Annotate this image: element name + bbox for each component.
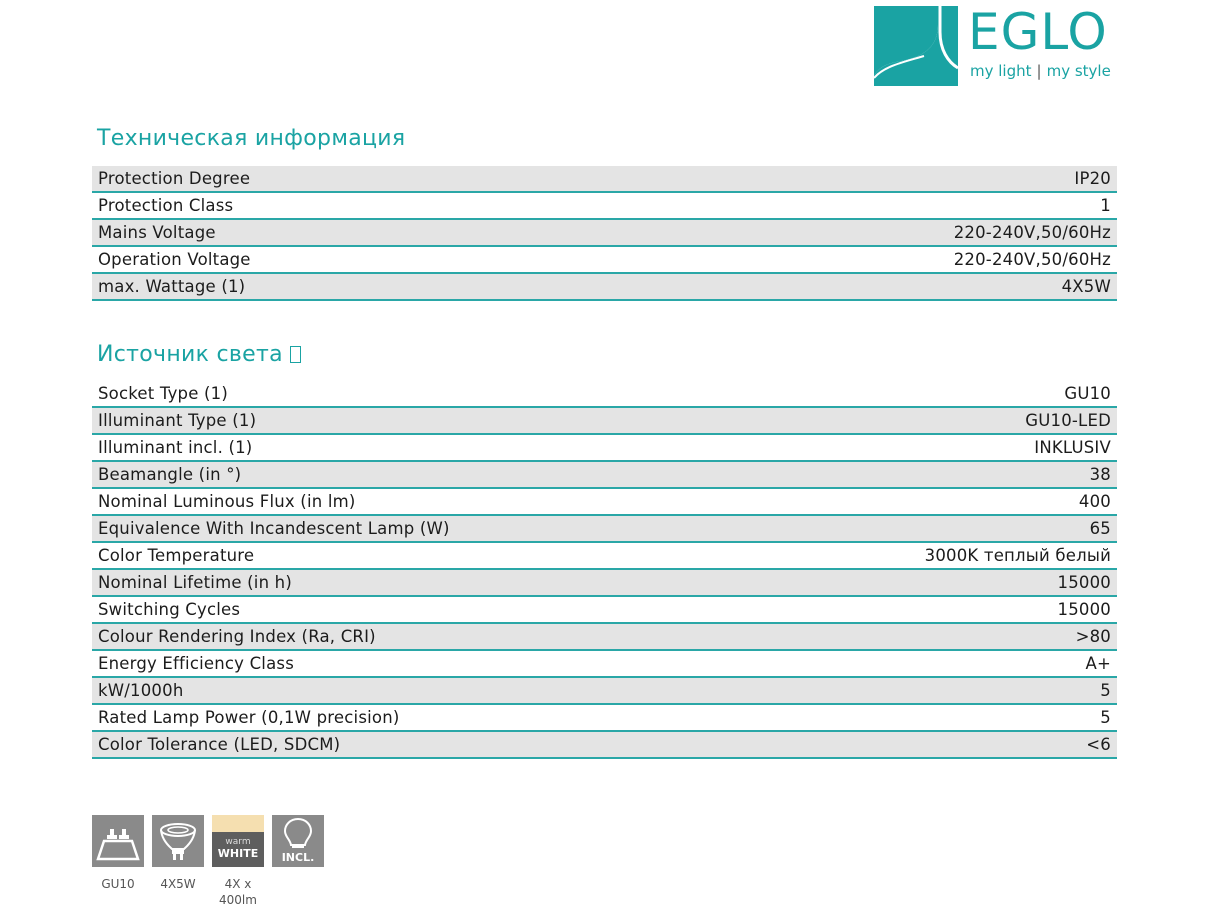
table-row [92,651,1117,678]
row-value: 220-240V,50/60Hz [953,250,1111,269]
feature-gu10 [92,815,144,892]
row-label: Socket Type (1) [98,384,228,403]
eglo-mark-icon [874,6,958,86]
row-value: 1 [1100,196,1111,215]
table-row [92,516,1117,543]
warm-label: warm [225,837,251,847]
row-value: 400 [1078,492,1111,511]
table-row [92,408,1117,435]
warm-color-swatch [212,815,264,832]
white-label: WHITE [217,847,259,860]
table-row [92,274,1117,301]
table-row [92,705,1117,732]
table-row [92,732,1117,759]
row-value: 15000 [1057,600,1111,619]
row-label: Equivalence With Incandescent Lamp (W) [98,519,450,538]
section-title-text: Источник света [97,342,283,367]
row-value: 5 [1100,708,1111,727]
tagline-part2: my style [1046,62,1111,80]
row-label: Energy Efficiency Class [98,654,294,673]
row-label: Color Tolerance (LED, SDCM) [98,735,341,754]
row-label: Rated Lamp Power (0,1W precision) [98,708,400,727]
row-value: GU10 [1064,384,1111,403]
row-value: >80 [1075,627,1111,646]
row-value: GU10-LED [1025,411,1111,430]
row-label: Illuminant Type (1) [98,411,257,430]
row-value: A+ [1085,654,1111,673]
table-row [92,570,1117,597]
row-value: INKLUSIV [1034,438,1111,457]
row-value: IP20 [1074,169,1111,188]
feature-warm-white [212,815,264,908]
row-label: Nominal Luminous Flux (in lm) [98,492,356,511]
bulb-included-icon [272,815,324,867]
reflector-lamp-icon [152,815,204,867]
icon-caption: 4X5W [160,877,196,891]
row-label: kW/1000h [98,681,184,700]
row-label: Beamangle (in °) [98,465,242,484]
row-value: 38 [1089,465,1111,484]
icon-caption: 4X x 400lm [219,877,257,907]
table-row [92,435,1117,462]
row-label: Nominal Lifetime (in h) [98,573,292,592]
feature-wattage [152,815,204,892]
table-row [92,678,1117,705]
section-title-light-source [97,342,301,367]
missing-glyph-icon [290,346,301,363]
row-label: Protection Class [98,196,234,215]
table-row [92,220,1117,247]
row-value: 15000 [1057,573,1111,592]
table-row [92,193,1117,220]
table-row [92,597,1117,624]
row-label: Mains Voltage [98,223,216,242]
row-label: Illuminant incl. (1) [98,438,253,457]
row-value: 5 [1100,681,1111,700]
table-row [92,624,1117,651]
icon-caption: GU10 [101,877,135,891]
light-source-table [92,381,1117,759]
table-row [92,247,1117,274]
row-label: Operation Voltage [98,250,251,269]
table-row [92,462,1117,489]
incl-label: INCL. [281,851,315,864]
row-value: 65 [1089,519,1111,538]
row-value: 220-240V,50/60Hz [953,223,1111,242]
feature-included [272,815,324,876]
table-row [92,543,1117,570]
row-label: Protection Degree [98,169,251,188]
brand-tagline [970,62,1111,80]
table-row [92,166,1117,193]
row-label: Switching Cycles [98,600,241,619]
warm-white-icon [212,815,264,867]
tagline-separator: | [1036,62,1042,80]
brand-name: EGLO [968,3,1108,61]
row-value: 3000K теплый белый [924,546,1111,565]
row-label: Colour Rendering Index (Ra, CRI) [98,627,376,646]
technical-info-table [92,166,1117,301]
section-title-technical [97,126,405,151]
table-row [92,381,1117,408]
row-label: max. Wattage (1) [98,277,246,296]
table-row [92,489,1117,516]
section-title-text: Техническая информация [97,126,406,151]
eglo-logo [874,3,1124,88]
gu10-socket-icon [92,815,144,867]
row-label: Color Temperature [98,546,255,565]
tagline-part1: my light [970,62,1032,80]
row-value: 4X5W [1061,277,1111,296]
row-value: <6 [1086,735,1111,754]
